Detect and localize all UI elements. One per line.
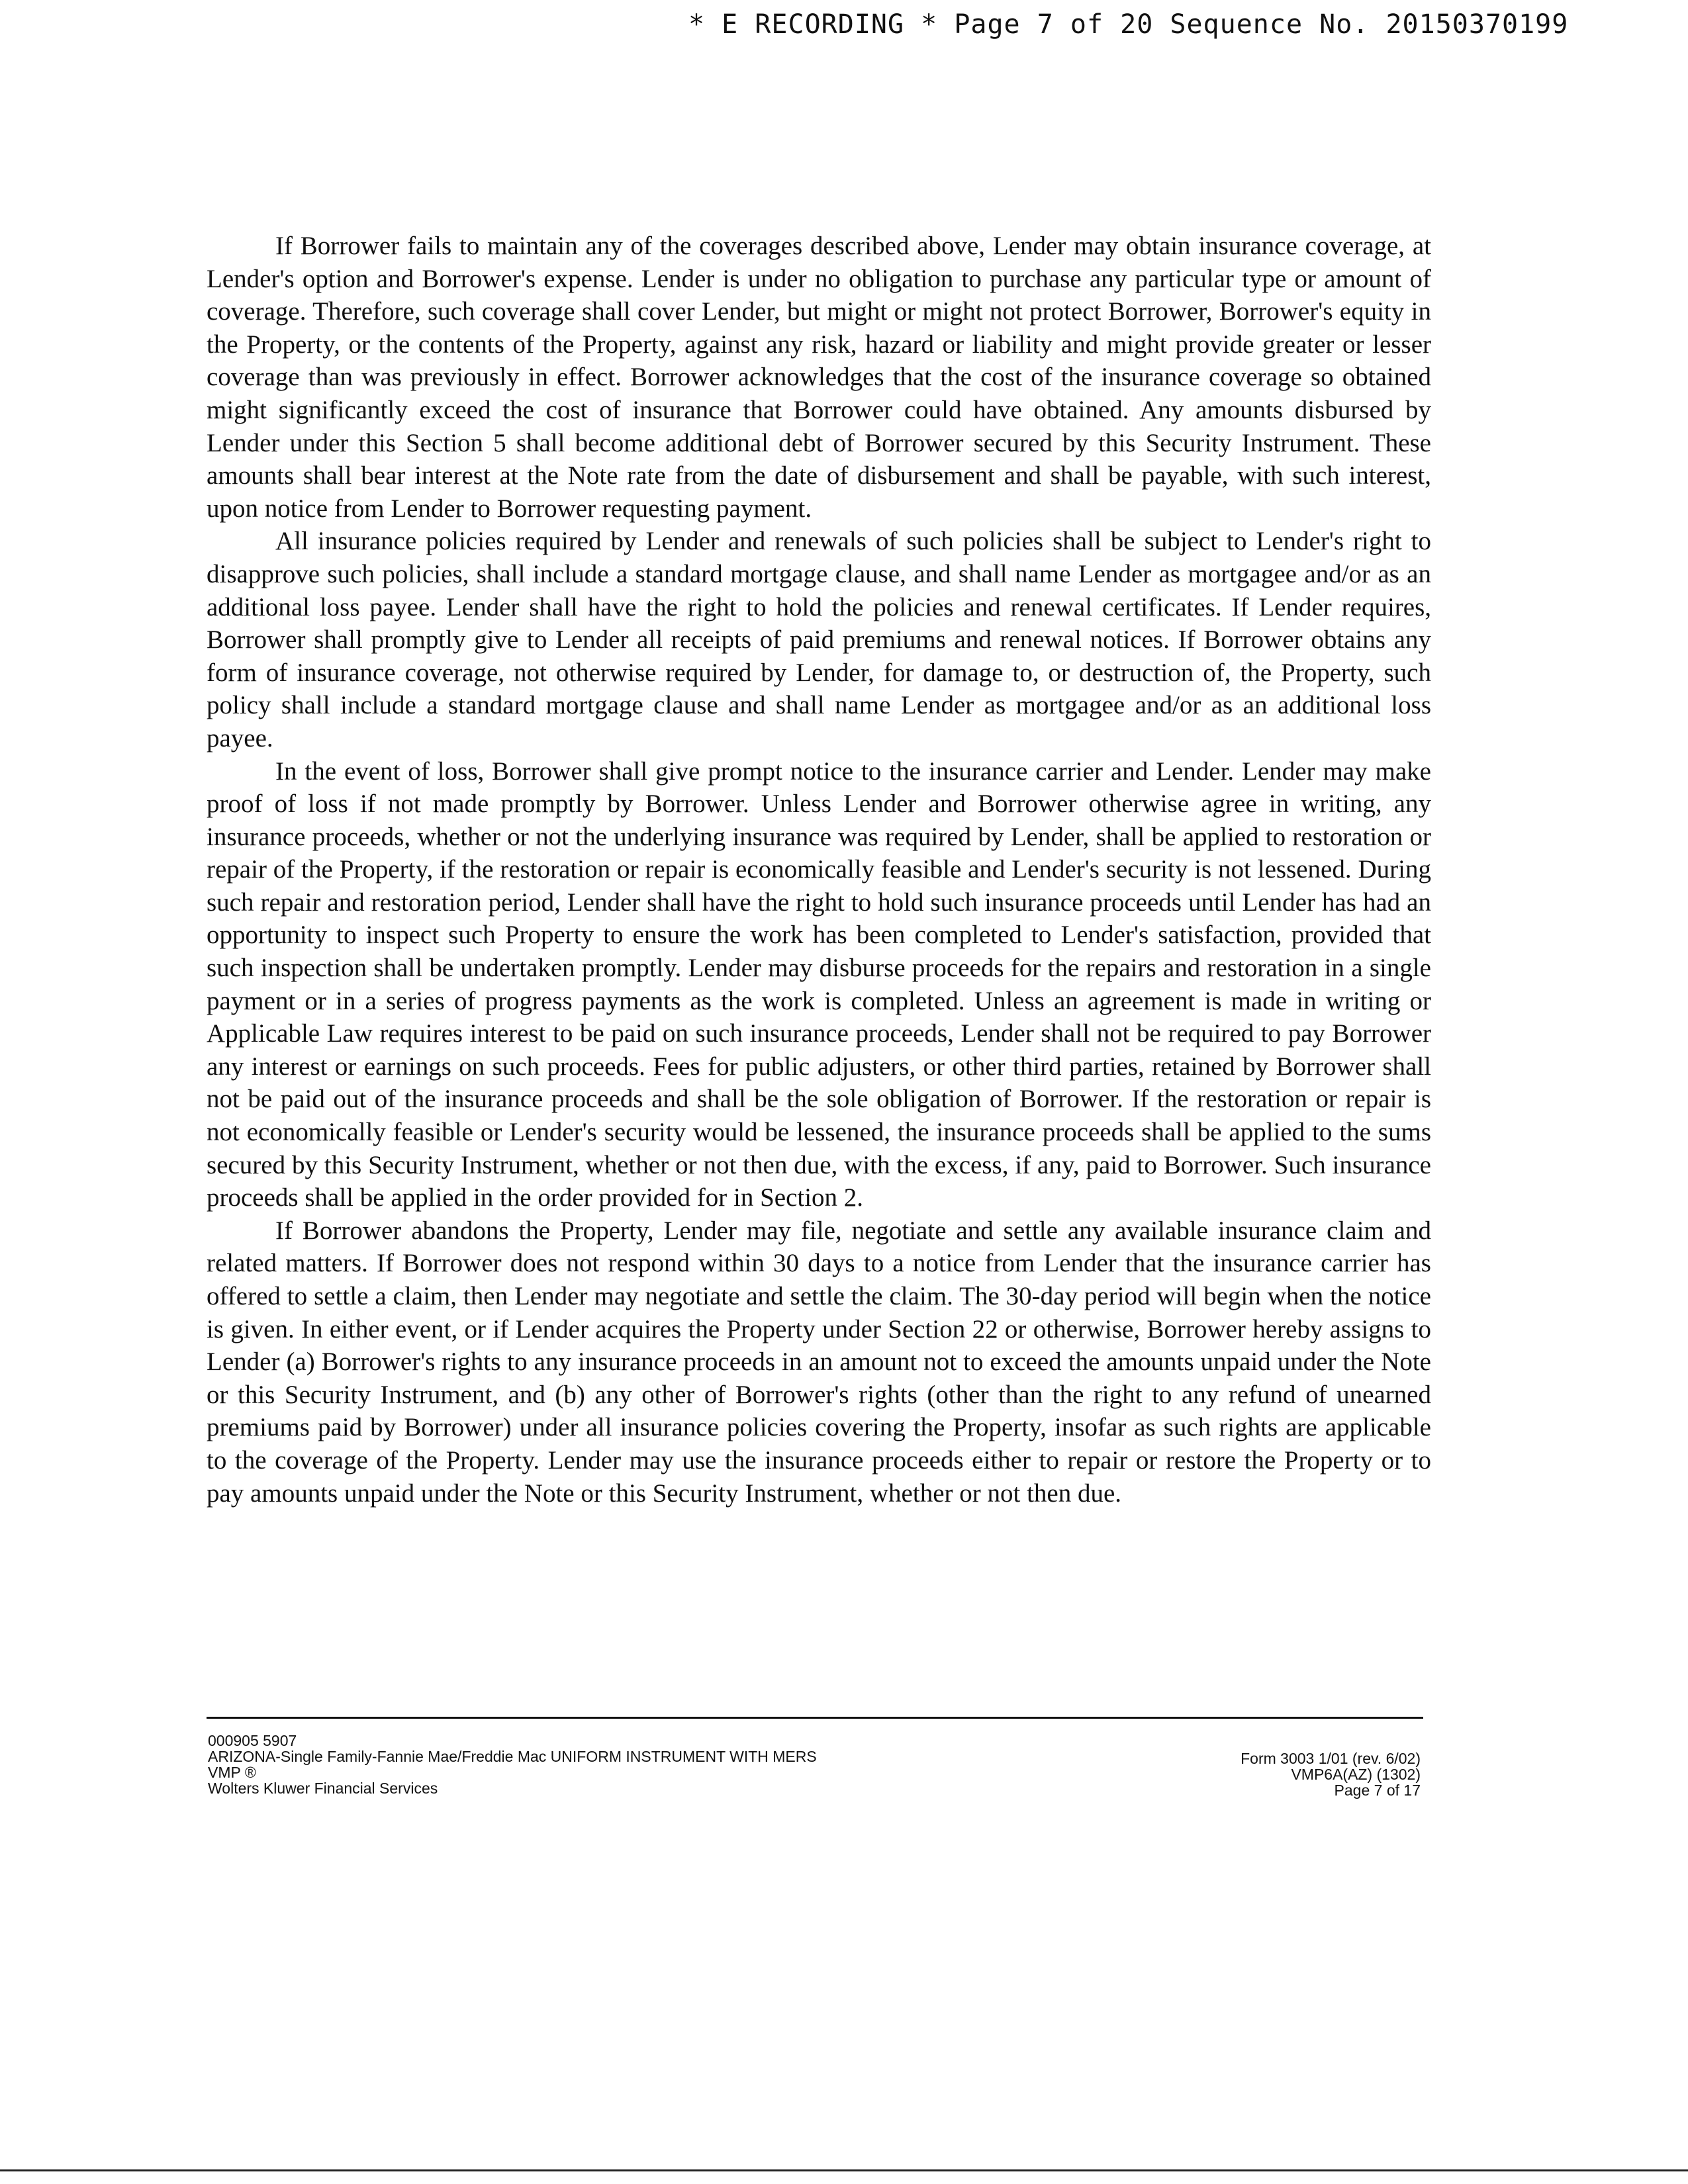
footer-instrument: ARIZONA-Single Family-Fannie Mae/Freddie Mac UNIFORM INSTRUMENT WITH MERS	[208, 1748, 817, 1765]
page-bottom-edge	[0, 2169, 1688, 2171]
footer-page-number: Page 7 of 17	[1334, 1782, 1421, 1799]
footer-divider	[207, 1717, 1423, 1719]
document-body	[207, 230, 1431, 1510]
footer-right	[1059, 1751, 1421, 1798]
footer-vmp-code: VMP6A(AZ) (1302)	[1291, 1766, 1421, 1783]
footer-publisher: Wolters Kluwer Financial Services	[208, 1780, 438, 1797]
footer-vmp: VMP ®	[208, 1764, 256, 1781]
footer-form-number: Form 3003 1/01 (rev. 6/02)	[1241, 1750, 1421, 1767]
footer-left	[208, 1733, 817, 1796]
footer-code: 000905 5907	[208, 1732, 297, 1749]
paragraph-abandonment: If Borrower abandons the Property, Lender may file, negotiate and settle any available insurance claim and related matters. If Borrower does not respond within 30 days to a notice from Lender that the insurance carrier has offered to settle a claim, then Lender may negotiate and settle the claim. The 30-day period will begin when the notice is given. In either event, or if Lender acquires the Property under Section 22 or otherwise, Borrower hereby assigns to Lender (a) Borrower's rights to any insurance proceeds in an amount not to exceed the amounts unpaid under the Note or this Security Instrument, and (b) any other of Borrower's rights (other than the right to any refund of unearned premiums paid by Borrower) under all insurance policies covering the Property, insofar as such rights are applicable to the coverage of the Property. Lender may use the insurance proceeds either to repair or restore the Property or to pay amounts unpaid under the Note or this Security Instrument, whether or not then due.	[207, 1216, 1431, 1508]
recording-header: * E RECORDING * Page 7 of 20 Sequence No. 20150370199	[688, 9, 1569, 40]
paragraph-insurance-coverage: If Borrower fails to maintain any of the coverages described above, Lender may obtain insurance coverage, at Lender's option and Borrower's expense. Lender is under no obligation to purchase any particular type or amount of coverage. Therefore, such coverage shall cover Lender, but might or might not protect Borrower, Borrower's equity in the Property, or the contents of the Property, against any risk, hazard or liability and might provide greater or lesser coverage than was previously in effect. Borrower acknowledges that the cost of the insurance coverage so obtained might significantly exceed the cost of insurance that Borrower could have obtained. Any amounts disbursed by Lender under this Section 5 shall become additional debt of Borrower secured by this Security Instrument. These amounts shall bear interest at the Note rate from the date of disbursement and shall be payable, with such interest, upon notice from Lender to Borrower requesting payment.	[207, 232, 1431, 523]
paragraph-insurance-policies: All insurance policies required by Lender and renewals of such policies shall be subject to Lender's right to disapprove such policies, shall include a standard mortgage clause, and shall name Lender as mortgagee and/or as an additional loss payee. Lender shall have the right to hold the policies and renewal certificates. If Lender requires, Borrower shall promptly give to Lender all receipts of paid premiums and renewal notices. If Borrower obtains any form of insurance coverage, not otherwise required by Lender, for damage to, or destruction of, the Property, such policy shall include a standard mortgage clause and shall name Lender as mortgagee and/or as an additional loss payee.	[207, 527, 1431, 752]
paragraph-event-of-loss: In the event of loss, Borrower shall give prompt notice to the insurance carrier and Lender. Lender may make proof of loss if not made promptly by Borrower. Unless Lender and Borrower otherwise agree in writing, any insurance proceeds, whether or not the underlying insurance was required by Lender, shall be applied to restoration or repair of the Property, if the restoration or repair is economically feasible and Lender's security is not lessened. During such repair and restoration period, Lender shall have the right to hold such insurance proceeds until Lender has had an opportunity to inspect such Property to ensure the work has been completed to Lender's satisfaction, provided that such inspection shall be undertaken promptly. Lender may disburse proceeds for the repairs and restoration in a single payment or in a series of progress payments as the work is completed. Unless an agreement is made in writing or Applicable Law requires interest to be paid on such insurance proceeds, Lender shall not be required to pay Borrower any interest or earnings on such proceeds. Fees for public adjusters, or other third parties, retained by Borrower shall not be paid out of the insurance proceeds and shall be the sole obligation of Borrower. If the restoration or repair is not economically feasible or Lender's security would be lessened, the insurance proceeds shall be applied to the sums secured by this Security Instrument, whether or not then due, with the excess, if any, paid to Borrower. Such insurance proceeds shall be applied in the order provided for in Section 2.	[207, 756, 1431, 1212]
